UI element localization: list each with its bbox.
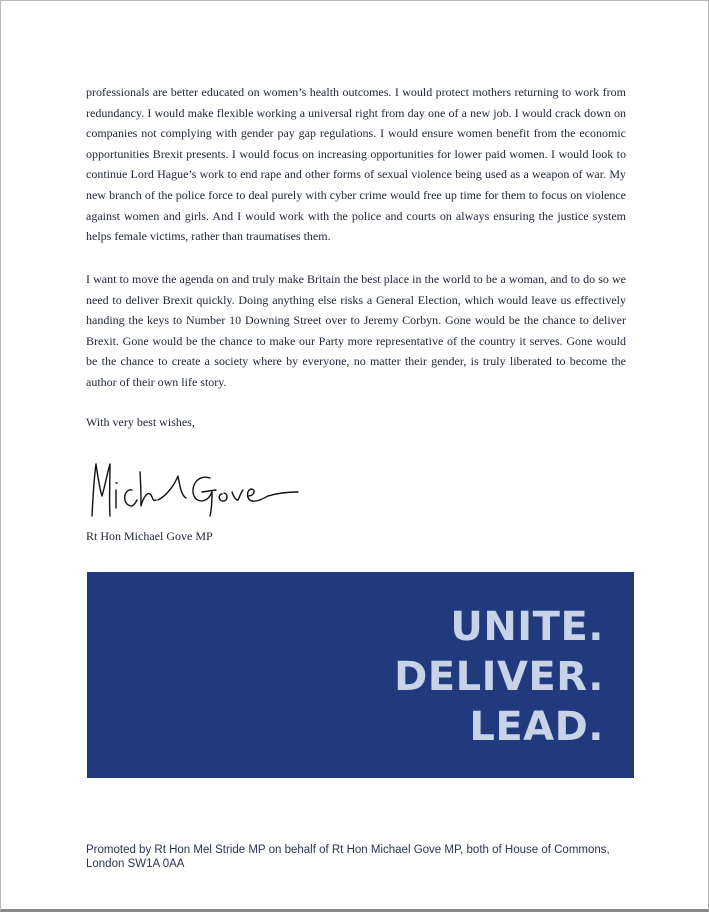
letter-paragraph: I want to move the agenda on and truly make Britain the best place in the world to be a woman, and to do so we need to deliver Brexit quickly. Doing anything else risks a General Election, which would leave us effectively handing the keys to Number 10 Downing Street over to Jeremy Corbyn. Gone would be the chance to deliver Brexit. Gone would be the chance to make our Party more representative of the country it serves. Gone would be the chance to create a society where by everyone, no matter their gender, is truly liberated to become the author of their own life story. (86, 272, 626, 389)
campaign-banner (87, 572, 634, 778)
promoter-imprint: Promoted by Rt Hon Mel Stride MP on behalf of Rt Hon Michael Gove MP, both of House of Commons, London SW1A 0AA (86, 844, 610, 870)
slogan-line: UNITE. (450, 604, 604, 650)
signer-name: Rt Hon Michael Gove MP (86, 529, 213, 543)
campaign-slogan (394, 602, 604, 752)
letter-paragraph: professionals are better educated on women’s health outcomes. I would protect mothers returning to work from redundancy. I would make flexible working a universal right from day one of a new job. I would crack down on companies not complying with gender pay gap regulations. I would ensure women benefit from the economic opportunities Brexit presents. I would focus on increasing opportunities for lower paid women. I would look to continue Lord Hague’s work to end rape and other forms of sexual violence being used as a weapon of war. My new branch of the police force to deal purely with cyber crime would free up time for them to focus on violence against women and girls. And I would work with the police and courts on always ensuring the justice system helps female victims, rather than traumatises them. (86, 85, 626, 244)
slogan-line: DELIVER. (394, 654, 604, 700)
slogan-line: LEAD. (469, 704, 604, 750)
letter-closing: With very best wishes, (86, 415, 195, 429)
handwritten-signature (86, 456, 306, 526)
